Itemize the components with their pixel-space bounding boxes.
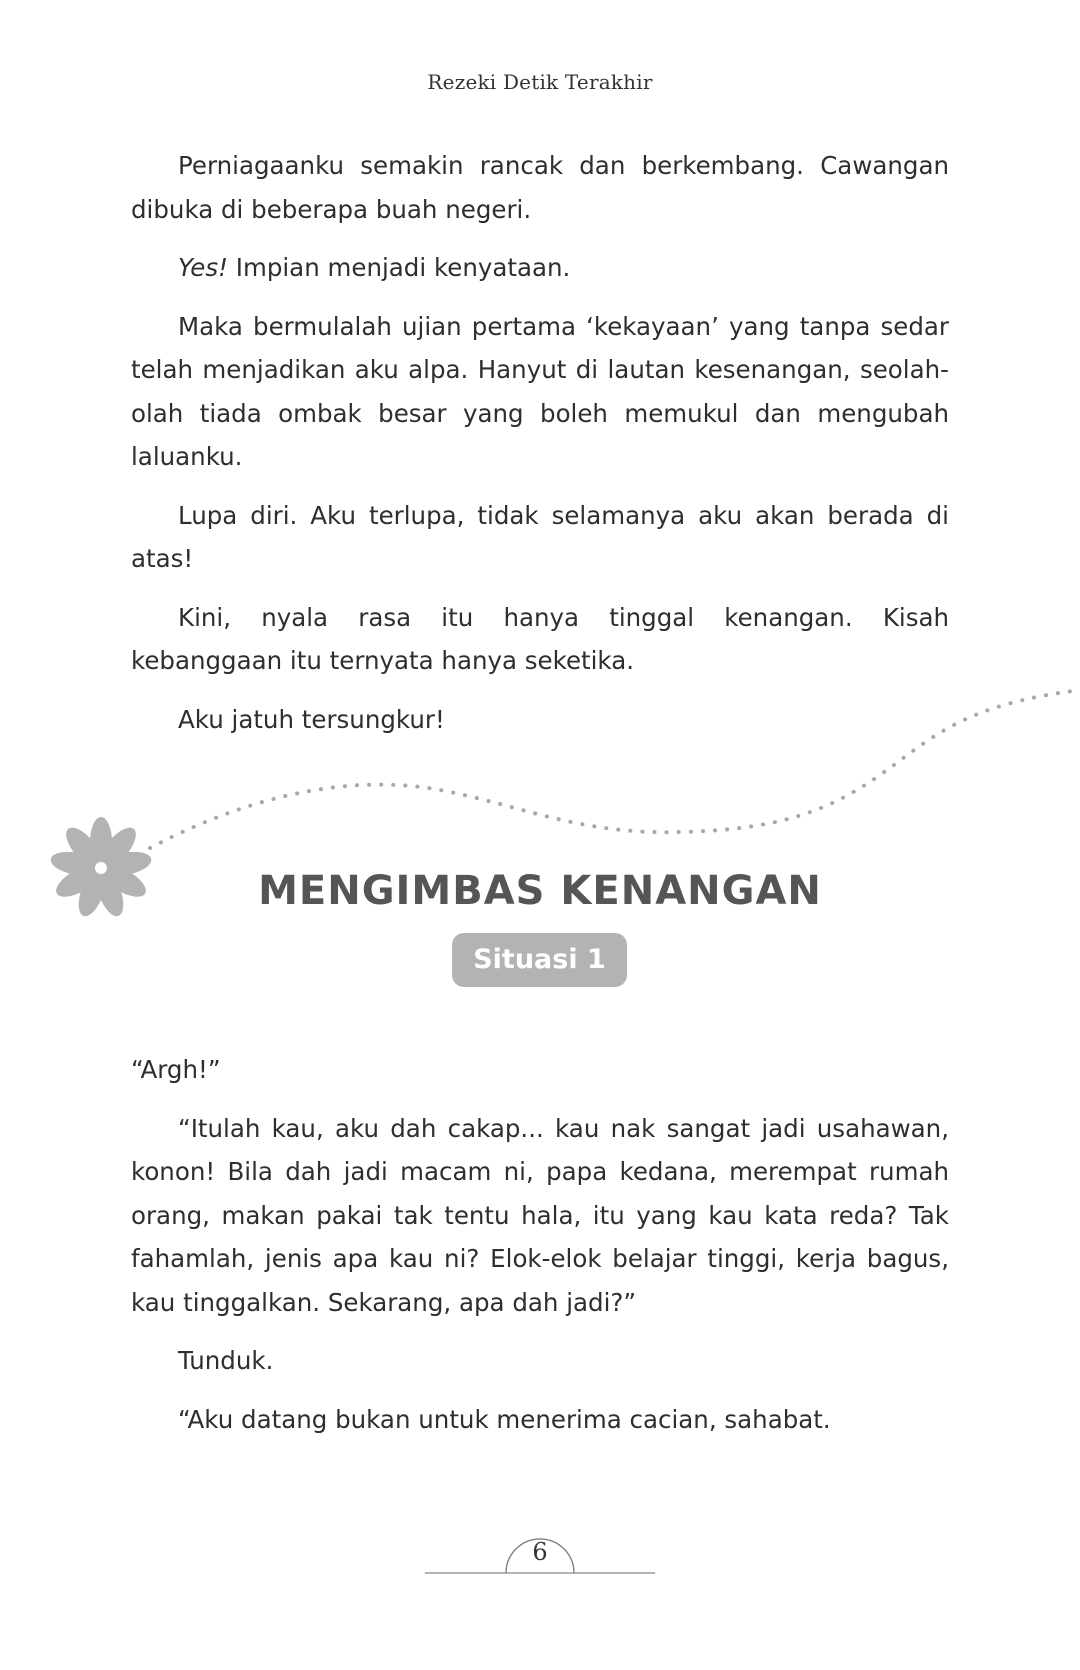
paragraph: “Argh!”	[131, 1055, 221, 1084]
paragraph-text: Impian menjadi kenyataan.	[227, 253, 571, 282]
paragraph: Maka bermulalah ujian pertama ‘kekayaan’ yang tanpa sedar telah menjadikan aku alpa. Hanyut di lautan kesenangan, seolah-olah tiada ombak besar yang boleh memukul dan mengubah laluanku.	[131, 311, 949, 471]
situation-badge: Situasi 1	[452, 933, 627, 987]
paragraph: “Itulah kau, aku dah cakap... kau nak sangat jadi usahawan, konon! Bila dah jadi macam ni, papa kedana, merempat rumah orang, makan pakai tak tentu hala, itu yang kau kata reda? Tak fahamlah, jenis apa kau ni? Elok-elok belajar tinggi, kerja bagus, kau tinggalkan. Sekarang, apa dah jadi?”	[131, 1113, 949, 1317]
italic-exclamation: Yes!	[178, 253, 228, 282]
story-text-block-2	[131, 1048, 949, 1441]
paragraph: Aku jatuh tersungkur!	[178, 704, 445, 734]
paragraph: Tunduk.	[178, 1346, 274, 1375]
paragraph: Perniagaanku semakin rancak dan berkembang. Cawangan dibuka di beberapa buah negeri.	[131, 151, 949, 224]
paragraph: “Aku datang bukan untuk menerima cacian, sahabat.	[178, 1404, 831, 1434]
section-title: MENGIMBAS KENANGAN	[258, 868, 822, 914]
page-number: 6	[532, 1538, 548, 1566]
paragraph: Lupa diri. Aku terlupa, tidak selamanya aku akan berada di atas!	[131, 500, 949, 573]
paragraph: Kini, nyala rasa itu hanya tinggal kenangan. Kisah kebanggaan itu ternyata hanya seketika.	[131, 602, 949, 675]
paragraph	[131, 246, 949, 290]
story-text-block-1	[131, 144, 949, 741]
running-header: Rezeki Detik Terakhir	[427, 70, 653, 94]
